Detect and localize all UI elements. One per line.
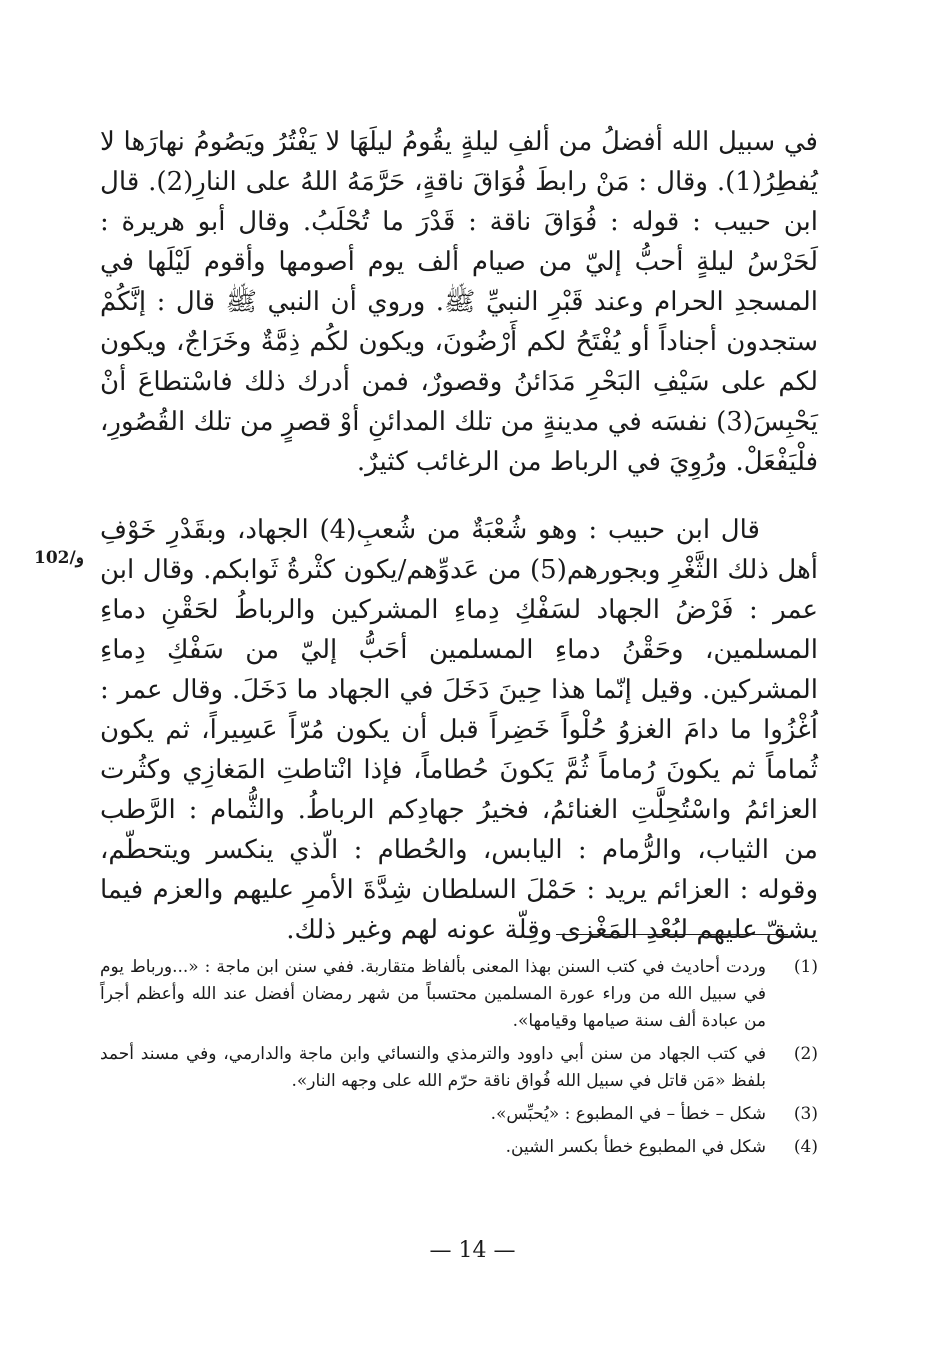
paragraph-1: في سبيل الله أفضلُ من ألفِ ليلةٍ يقُومُ ليلَهَا لا يَفْتُرُ ويَصُومُ نهارَها لا يُفطِرُ(1). وقال : مَنْ رابطَ فُوَاقَ ناقةٍ، حَرَّمَهُ اللهُ على النارِ(2). قال ابن حبيب : قوله : فُوَاقَ ناقة : قَدْرَ ما تُحْلَبُ. وقال أبو هريرة : لَحَرْسُ ليلةٍ أحبُّ إليّ من صيام ألف يوم أصومها وأقوم لَيْلَها في المسجدِ الحرام وعند قَبْرِ النبيِّ ﷺ. وروي أن النبي ﷺ قال : إنَّكُمْ ستجدون أجناداً أو يُفْتَحُ لكم أَرْضُونَ، ويكون لكُم ذِمَّةٌ وخَرَاجٌ، ويكون لكم على سَيْفِ البَحْرِ مَدَائنُ وقصورٌ، فمن أدرك ذلك فاسْتطاعَ أنْ يَحْبِسَ(3) نفسَه في مدينةٍ من تلك المدائنِ أوْ قصرٍ من تلك القُصُورِ، فلْيَفْعَلْ. ورُوِيَ في الرباط من الرغائب كثيرٌ.: [100, 127, 818, 477]
footnote-4: [100, 1134, 818, 1161]
footnote-separator: [556, 934, 788, 935]
page-number: — 14 —: [429, 1238, 516, 1263]
footnote-1: [100, 954, 818, 1035]
footnote-number: (2): [793, 1044, 818, 1064]
paragraph-2: قال ابن حبيب : وهو شُعْبَةٌ من شُعبِ(4) الجهاد، وبقَدْرِ خَوْفِ أهل ذلك الثَّغْرِ وبجورهم(5) من عَدوِّهم/يكون كثْرةُ ثَوابكم. وقال ابن عمر : فَرْضُ الجهاد لسَفْكِ دِماءِ المشركين والرباطُ لحَقْنِ دماءِ المسلمين، وحَقْنُ دماءِ المسلمين أحَبُّ إليّ من سَفْكِ دِماءِ المشركين. وقيل إنّما هذا حِينَ دَخَلَ في الجهاد ما دَخَلَ. وقال عمر : اُغْزُوا ما دامَ الغزوُ حُلْواً خَضِراً قبل أن يكون مُرّاً عَسِيراً، ثم يكون ثُماماً ثم يكونَ رُماماً ثُمَّ يَكونَ حُطاماً، فإذا انْتاطتِ المَغازِي وكثُرت العزائمُ واسْتُحِلَّتِ الغنائمُ، فخيرُ جهادِكم الرباطُ. والثُّمام : الرَّطب من الثياب، والرُّمام : اليابس، والحُطام : الّذي ينكسر ويتحطّم، وقوله : العزائم يريد : حَمْلَ السلطان شِدَّةَ الأمرِ عليهم والعزم فيما يشقّ عليهم لبُعْدِ المَغْزى وقِلّة عونه لهم وغير ذلك.: [100, 515, 819, 945]
footnote-number: (1): [793, 957, 818, 977]
footnote-3: [100, 1101, 818, 1128]
footnote-number: (4): [793, 1137, 818, 1157]
footnotes: [100, 954, 818, 1167]
manuscript-folio-marker: 102/و: [34, 548, 84, 568]
footnote-text: في كتب الجهاد من سنن أبي داوود والترمذي والنسائي وابن ماجة والدارمي، وفي مسند أحمد بلفظ «مَن قاتل في سبيل الله فُواق ناقة حرّم الله على وجهه النار».: [100, 1044, 766, 1091]
footnote-2: [100, 1041, 818, 1095]
footnote-text: شكل – خطأ – في المطبوع : «يُحبِّس».: [490, 1104, 766, 1124]
footnote-number: (3): [793, 1104, 818, 1124]
footnote-text: شكل في المطبوع خطأ بكسر الشين.: [505, 1137, 766, 1157]
main-text: [100, 122, 818, 950]
footnote-text: وردت أحاديث في كتب السنن بهذا المعنى بألفاظ متقاربة. ففي سنن ابن ماجة : «...ورباط يوم في سبيل الله من وراء عورة المسلمين محتسباً من شهر رمضان أفضل عند الله وأعظم أجراً من عبادة ألف سنة صيامها وقيامها».: [100, 957, 766, 1031]
